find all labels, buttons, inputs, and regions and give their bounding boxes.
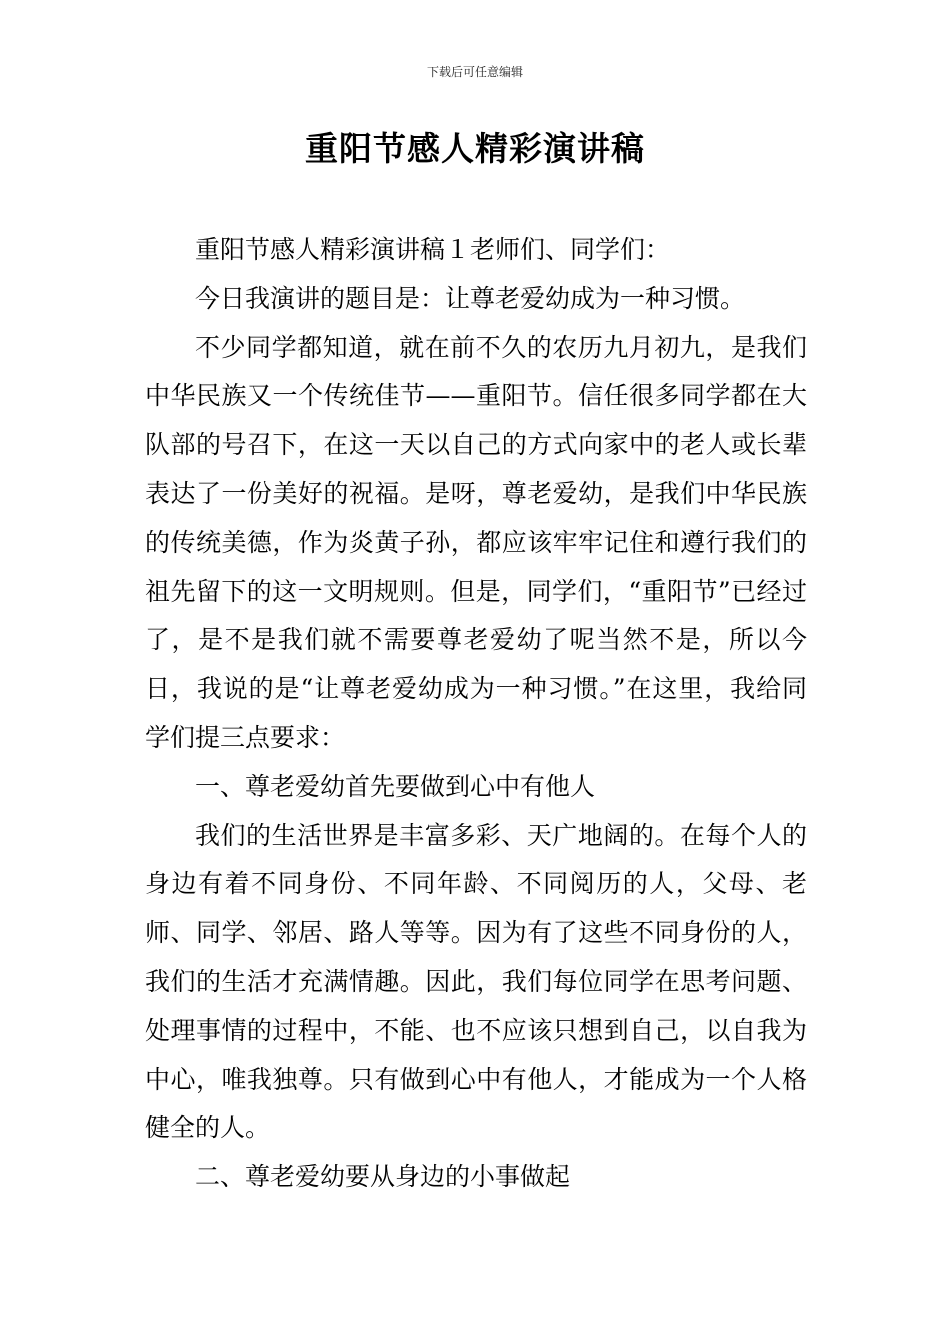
document-body xyxy=(145,226,807,1202)
heading-point-one: 一、尊老爱幼首先要做到心中有他人 xyxy=(195,771,596,801)
header-note: 下载后可任意编辑 xyxy=(426,65,523,79)
paragraph-topic: 今日我演讲的题目是：让尊老爱幼成为一种习惯。 xyxy=(195,283,746,313)
document-title: 重阳节感人精彩演讲稿 xyxy=(305,129,645,168)
paragraph-greeting: 重阳节感人精彩演讲稿１老师们、同学们： xyxy=(195,235,671,264)
paragraph-point-one: 我们的生活世界是丰富多彩、天广地阔的。在每个人的身边有着不同身份、不同年龄、不同阅历的人，父母、老师、同学、邻居、路人等等。因为有了这些不同身份的人，我们的生活才充满情趣。因此，我们每位同学在思考问题、处理事情的过程中，不能、也不应该只想到自己，以自我为中心，唯我独尊。只有做到心中有他人，才能成为一个人格健全的人。 xyxy=(145,820,807,1143)
paragraph-intro: 不少同学都知道，就在前不久的农历九月初九，是我们中华民族又一个传统佳节——重阳节。信任很多同学都在大队部的号召下，在这一天以自己的方式向家中的老人或长辈表达了一份美好的祝福。是呀，尊老爱幼，是我们中华民族的传统美德，作为炎黄子孙，都应该牢牢记住和遵行我们的祖先留下的这一文明规则。但是，同学们，“重阳节”已经过了，是不是我们就不需要尊老爱幼了呢当然不是，所以今日，我说的是“让尊老爱幼成为一种习惯。”在这里，我给同学们提三点要求： xyxy=(145,332,807,752)
heading-point-two: 二、尊老爱幼要从身边的小事做起 xyxy=(195,1162,571,1192)
